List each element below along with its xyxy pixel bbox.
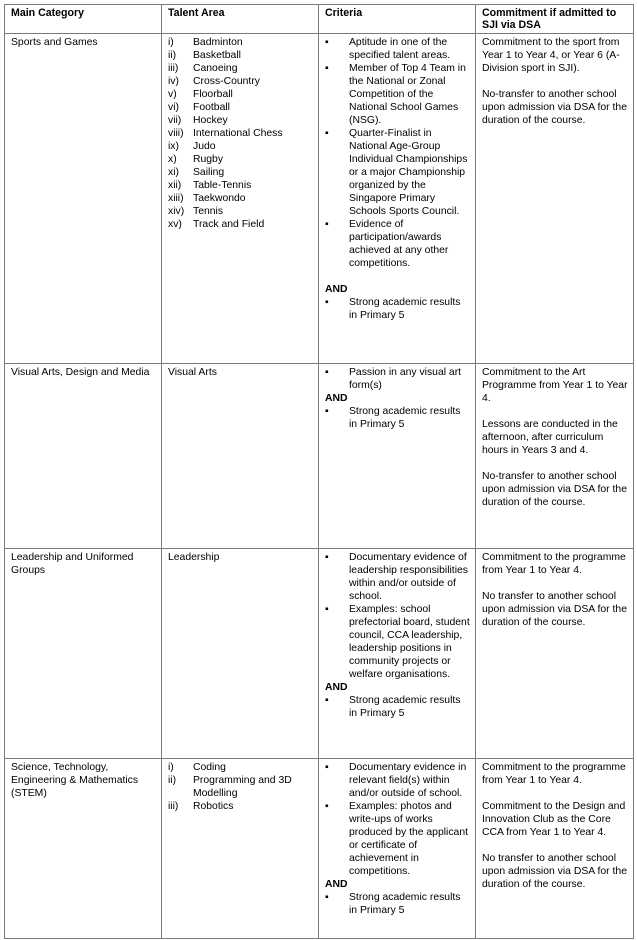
bullet-icon: ▪ [325,63,329,74]
commitment-cell [476,549,634,759]
talent-area-number: vi) [168,102,179,113]
header-commitment: Commitment if admitted to SJI via DSA [476,5,634,34]
talent-area-label: Football [193,102,230,113]
talent-area-label: Programming and 3D Modelling [193,775,292,799]
commitment-paragraph: Commitment to the Design and Innovation Club as the Core CCA from Year 1 to Year 4. [482,801,629,838]
talent-area-item [168,49,313,62]
criteria-cell [319,549,476,759]
bullet-icon: ▪ [325,297,329,308]
criteria-bullet [325,366,470,392]
talent-area-cell [162,34,319,364]
criteria-bullet [325,127,470,218]
talent-area-number: iii) [168,63,179,74]
talent-area-label: Cross-Country [193,76,260,87]
talent-area-cell [162,364,319,549]
talent-area-label: Basketball [193,50,241,61]
talent-area-item [168,140,313,153]
main-category-cell: Science, Technology, Engineering & Mathematics (STEM) [5,759,162,939]
header-main-category: Main Category [5,5,162,34]
criteria-text: Quarter-Finalist in National Age-Group Individual Championships or a major Championship organized by the Singapore Primary Schools Sports Council. [349,128,468,217]
commitment-paragraph: No-transfer to another school upon admission via DSA for the duration of the course. [482,471,630,508]
talent-area-item [168,551,313,564]
criteria-text: Documentary evidence in relevant field(s) within and/or outside of school. [349,762,467,799]
talent-area-label: Badminton [193,37,243,48]
talent-area-label: Rugby [193,154,224,165]
criteria-text: Documentary evidence of leadership responsibilities within and/or outside of school. [349,552,468,602]
criteria-cell [319,364,476,549]
talent-area-label: Leadership [168,552,220,563]
talent-area-number: xiv) [168,206,185,217]
table-row [5,549,634,759]
talent-area-label: Floorball [193,89,233,100]
criteria-text: Member of Top 4 Team in the National or Zonal Competition of the National School Games (NSG). [349,63,466,126]
dsa-criteria-table [4,4,634,939]
criteria-bullet [325,218,470,270]
criteria-bullet [325,761,470,800]
header-criteria: Criteria [319,5,476,34]
criteria-text: Strong academic results in Primary 5 [349,892,461,916]
criteria-bullet [325,694,470,720]
criteria-bullet [325,62,470,127]
and-label: AND [325,879,348,890]
criteria-text: Passion in any visual art form(s) [349,367,462,391]
talent-area-item [168,192,313,205]
criteria-text: Examples: school prefectorial board, student council, CCA leadership, leadership positions in community projects or welfare organisations. [349,604,470,680]
criteria-cell [319,759,476,939]
bullet-icon: ▪ [325,892,329,903]
talent-area-item [168,366,313,379]
table-row [5,34,634,364]
talent-area-number: xiii) [168,193,184,204]
talent-area-item [168,75,313,88]
talent-area-item [168,205,313,218]
talent-area-item [168,114,313,127]
talent-area-item [168,800,313,813]
talent-area-item [168,88,313,101]
and-label: AND [325,393,348,404]
talent-area-number: ix) [168,141,179,152]
talent-area-item [168,153,313,166]
criteria-text: Examples: photos and write-ups of works produced by the applicant or certificate of achievement in competitions. [349,801,469,877]
header-talent-area: Talent Area [162,5,319,34]
commitment-paragraph: Commitment to the programme from Year 1 to Year 4. [482,762,629,786]
talent-area-label: Table-Tennis [193,180,252,191]
talent-area-number: i) [168,37,174,48]
commitment-paragraph: Commitment to the Art Programme from Year 1 to Year 4. [482,367,631,404]
main-category-cell: Sports and Games [5,34,162,364]
criteria-bullet [325,800,470,878]
talent-area-cell [162,759,319,939]
talent-area-item [168,62,313,75]
talent-area-number: ii) [168,775,177,786]
bullet-icon: ▪ [325,695,329,706]
bullet-icon: ▪ [325,367,329,378]
header-row [5,5,634,34]
talent-area-item [168,166,313,179]
criteria-text: Strong academic results in Primary 5 [349,406,461,430]
commitment-paragraph: No transfer to another school upon admission via DSA for the duration of the course. [482,591,630,628]
main-category-cell: Visual Arts, Design and Media [5,364,162,549]
bullet-icon: ▪ [325,128,329,139]
talent-area-number: vii) [168,115,182,126]
commitment-paragraph: Commitment to the programme from Year 1 to Year 4. [482,552,629,576]
criteria-text: Evidence of participation/awards achieved at any other competitions. [349,219,449,269]
criteria-text: Aptitude in one of the specified talent areas. [349,37,451,61]
bullet-icon: ▪ [325,406,329,417]
bullet-icon: ▪ [325,219,329,230]
bullet-icon: ▪ [325,801,329,812]
and-label: AND [325,682,348,693]
talent-area-item [168,761,313,774]
talent-area-label: Robotics [193,801,234,812]
talent-area-number: viii) [168,128,184,139]
talent-area-label: Canoeing [193,63,238,74]
talent-area-label: Sailing [193,167,225,178]
talent-area-item [168,101,313,114]
commitment-paragraph: Lessons are conducted in the afternoon, after curriculum hours in Years 3 and 4. [482,419,621,456]
criteria-bullet [325,36,470,62]
bullet-icon: ▪ [325,762,329,773]
criteria-bullet [325,603,470,681]
talent-area-number: ii) [168,50,177,61]
talent-area-label: International Chess [193,128,283,139]
talent-area-label: Visual Arts [168,367,217,378]
bullet-icon: ▪ [325,552,329,563]
main-category-cell: Leadership and Uniformed Groups [5,549,162,759]
commitment-cell [476,364,634,549]
talent-area-number: xv) [168,219,182,230]
bullet-icon: ▪ [325,37,329,48]
talent-area-number: i) [168,762,174,773]
talent-area-item [168,774,313,800]
talent-area-number: iv) [168,76,179,87]
talent-area-number: xii) [168,180,182,191]
criteria-bullet [325,405,470,431]
talent-area-label: Hockey [193,115,228,126]
talent-area-label: Taekwondo [193,193,246,204]
commitment-paragraph: No-transfer to another school upon admission via DSA for the duration of the course. [482,89,630,126]
table-row [5,364,634,549]
table-row [5,759,634,939]
and-label: AND [325,284,348,295]
criteria-text: Strong academic results in Primary 5 [349,695,461,719]
criteria-bullet [325,296,470,322]
talent-area-number: v) [168,89,177,100]
criteria-text: Strong academic results in Primary 5 [349,297,461,321]
table-body [5,34,634,939]
commitment-paragraph: Commitment to the sport from Year 1 to Year 4, or Year 6 (A-Division sport in SJI). [482,37,623,74]
talent-area-label: Track and Field [193,219,265,230]
commitment-cell [476,34,634,364]
talent-area-item [168,36,313,49]
commitment-paragraph: No transfer to another school upon admission via DSA for the duration of the course. [482,853,630,890]
criteria-bullet [325,551,470,603]
talent-area-cell [162,549,319,759]
talent-area-label: Tennis [193,206,224,217]
talent-area-item [168,127,313,140]
talent-area-number: iii) [168,801,179,812]
talent-area-label: Coding [193,762,226,773]
criteria-cell [319,34,476,364]
talent-area-number: xi) [168,167,179,178]
talent-area-number: x) [168,154,177,165]
bullet-icon: ▪ [325,604,329,615]
talent-area-item [168,218,313,231]
talent-area-item [168,179,313,192]
commitment-cell [476,759,634,939]
dsa-criteria-document [4,4,633,939]
criteria-bullet [325,891,470,917]
talent-area-label: Judo [193,141,216,152]
